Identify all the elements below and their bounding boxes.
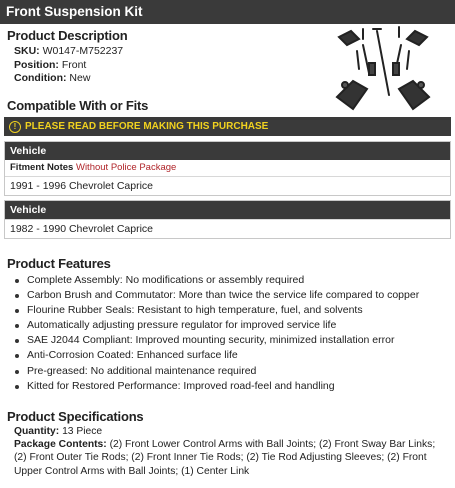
feature-item: Automatically adjusting pressure regulator for improved service life [14, 318, 444, 333]
quantity-row [14, 425, 446, 438]
exclamation-circle-icon: ! [9, 121, 21, 133]
vehicle-header: Vehicle [5, 201, 450, 219]
position-row [7, 59, 327, 73]
product-description [7, 28, 327, 86]
contents-value: (2) Front Lower Control Arms with Ball Joints; (2) Front Sway Bar Links; (2) Front Outer Tie Rods; (2) Front Inner Tie Rods; (2) Tie Rod Adjusting Sleeves; (2) Front Upper Control Arms with Ball Joints; (1) Center Link [14, 439, 436, 477]
position-value: Front [61, 58, 87, 71]
feature-item: Carbon Brush and Commutator: More than twice the service life compared to copper [14, 288, 444, 303]
contents-row [14, 438, 446, 478]
quantity-label: Quantity: [14, 426, 60, 437]
fitment-notes-value: Without Police Package [75, 162, 177, 173]
feature-item: Pre-greased: No additional maintenance required [14, 364, 444, 379]
condition-value: New [69, 72, 91, 84]
vehicle-box-1 [4, 141, 451, 196]
vehicle-box-2 [4, 200, 451, 239]
fitment-notes-label: Fitment Notes [10, 162, 74, 173]
feature-item: Anti-Corrosion Coated: Enhanced surface life [14, 348, 444, 363]
page-title: Front Suspension Kit [0, 0, 455, 24]
compat-heading: Compatible With or Fits [7, 98, 149, 113]
sku-label: SKU: [14, 45, 40, 57]
specs-heading: Product Specifications [7, 409, 144, 424]
fitment-notes [5, 160, 450, 176]
vehicle-row: 1982 - 1990 Chevrolet Caprice [5, 219, 450, 238]
contents-label: Package Contents: [14, 439, 107, 451]
features-list [14, 273, 444, 394]
purchase-alert [4, 117, 451, 136]
vehicle-row: 1991 - 1996 Chevrolet Caprice [5, 176, 450, 195]
condition-label: Condition: [14, 72, 67, 84]
position-label: Position: [14, 58, 59, 71]
feature-item: SAE J2044 Compliant: Improved mounting security, minimized installation error [14, 333, 444, 348]
condition-row [7, 72, 327, 86]
product-image [333, 23, 433, 113]
sku-value: W0147-M752237 [42, 45, 124, 57]
description-heading: Product Description [7, 28, 128, 43]
specs-block [14, 425, 446, 478]
sku-row [7, 45, 327, 59]
alert-text: PLEASE READ BEFORE MAKING THIS PURCHASE [25, 121, 269, 132]
vehicle-header: Vehicle [5, 142, 450, 160]
feature-item: Kitted for Restored Performance: Improved road-feel and handling [14, 379, 444, 394]
features-heading: Product Features [7, 256, 111, 271]
feature-item: Complete Assembly: No modifications or assembly required [14, 273, 444, 288]
feature-item: Flourine Rubber Seals: Resistant to high temperature, fuel, and solvents [14, 303, 444, 318]
quantity-value: 13 Piece [62, 426, 103, 437]
